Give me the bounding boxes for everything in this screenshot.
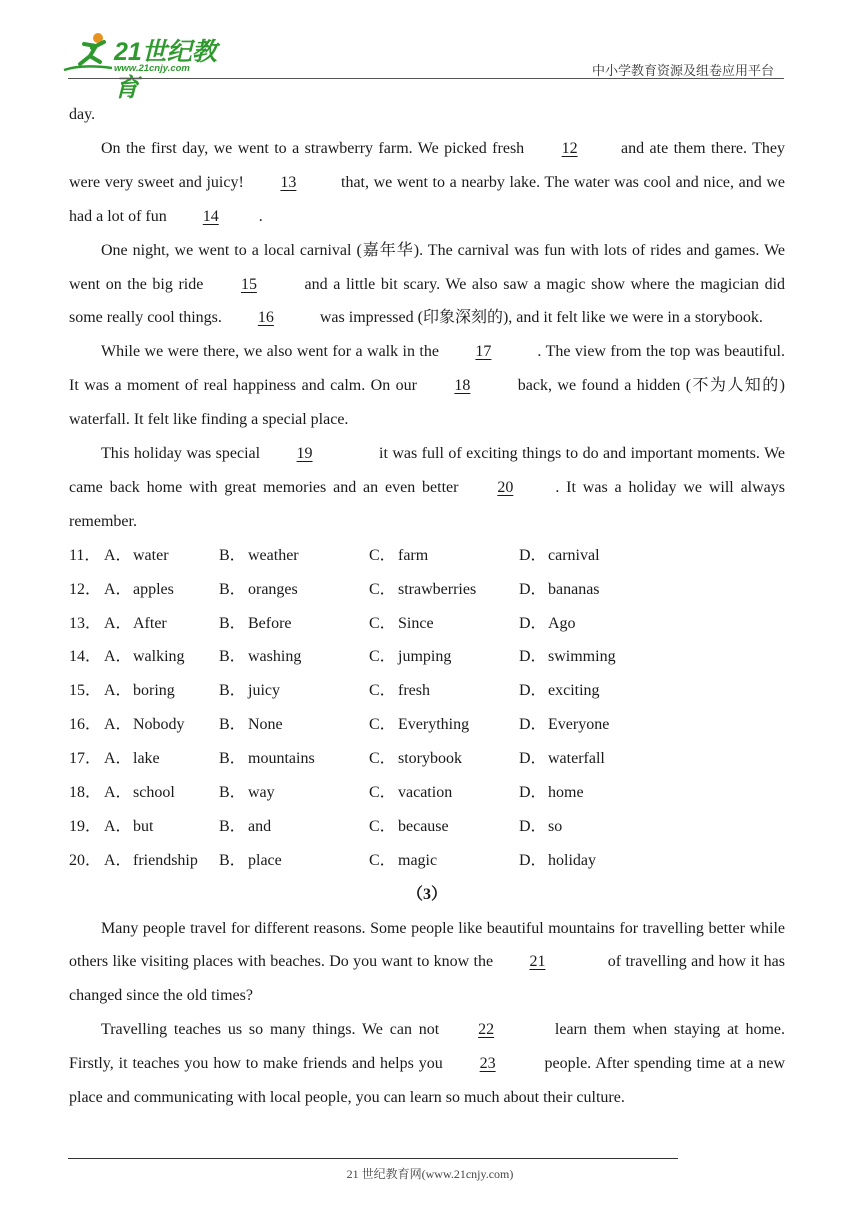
paragraph-text: While we were there, we also went for a walk in the	[101, 343, 444, 361]
option-b	[219, 640, 369, 674]
option-letter: A．	[104, 750, 132, 768]
paragraph-text: learn them when staying at home. Firstly, it teaches you how to make friends and helps you	[69, 1021, 786, 1073]
paragraph-text: . It was a holiday we will always remember.	[69, 478, 785, 530]
question-number: 19．	[69, 817, 102, 835]
option-text: way	[248, 784, 275, 802]
question-row	[69, 776, 785, 810]
passage-section-2	[69, 98, 785, 539]
option-letter: A．	[104, 580, 132, 598]
paragraph-text: Many people travel for different reasons. Some people like beautiful mountains for travelling better while others like visiting places with beaches. Do you want to know the	[69, 919, 785, 971]
option-c	[369, 810, 519, 844]
option-text: fresh	[398, 682, 430, 700]
answer-blank: 21	[529, 953, 546, 971]
option-a	[104, 708, 219, 742]
option-d	[519, 640, 669, 674]
option-text: Nobody	[133, 716, 185, 734]
option-letter: A．	[104, 546, 132, 564]
option-text: lake	[133, 750, 160, 768]
option-c	[369, 708, 519, 742]
option-a	[104, 573, 219, 607]
option-letter: C．	[369, 851, 396, 869]
header-divider	[68, 78, 784, 79]
option-text: so	[548, 817, 563, 835]
option-text: friendship	[133, 851, 198, 869]
option-text: Everything	[398, 716, 470, 734]
option-a	[104, 776, 219, 810]
option-text: oranges	[248, 580, 298, 598]
option-c	[369, 674, 519, 708]
answer-blank: 16	[257, 309, 274, 327]
option-letter: B．	[219, 750, 246, 768]
option-text: but	[133, 817, 154, 835]
option-c	[369, 742, 519, 776]
paragraph-text: and ate them there. They were very sweet and juicy!	[69, 139, 785, 191]
option-text: Before	[248, 614, 292, 632]
platform-name: 中小学教育资源及组卷应用平台	[591, 64, 774, 79]
paragraph	[69, 912, 785, 1014]
option-c	[369, 607, 519, 641]
option-letter: D．	[519, 784, 547, 802]
paragraph	[69, 234, 785, 336]
option-text: school	[133, 784, 175, 802]
option-letter: B．	[219, 614, 246, 632]
answer-blank: 17	[475, 343, 492, 361]
option-letter: D．	[519, 750, 547, 768]
question-number: 16．	[69, 716, 102, 734]
question-number: 20．	[69, 851, 102, 869]
option-a	[104, 607, 219, 641]
option-letter: C．	[369, 580, 396, 598]
paragraph-text: it was full of exciting things to do and important moments. We came back home with great memories and an even better	[69, 445, 785, 496]
option-text: apples	[133, 580, 174, 598]
option-text: weather	[248, 546, 299, 564]
option-letter: A．	[104, 817, 132, 835]
option-letter: C．	[369, 682, 396, 700]
site-logo	[62, 30, 232, 102]
option-letter: A．	[104, 784, 132, 802]
paragraph-text: .	[258, 207, 263, 225]
option-d	[519, 810, 669, 844]
answer-blank: 19	[296, 445, 313, 463]
option-letter: A．	[104, 851, 132, 869]
question-number: 14．	[69, 648, 102, 666]
answer-blank: 22	[478, 1021, 495, 1039]
option-letter: D．	[519, 580, 547, 598]
option-letter: B．	[219, 817, 246, 835]
option-letter: D．	[519, 817, 547, 835]
option-letter: B．	[219, 716, 246, 734]
question-row	[69, 674, 785, 708]
option-a	[104, 742, 219, 776]
paragraph	[69, 437, 785, 539]
option-c	[369, 776, 519, 810]
option-text: magic	[398, 851, 438, 869]
option-text: bananas	[548, 580, 600, 598]
option-text: Ago	[548, 614, 576, 632]
logo-url: www.21cnjy.com	[114, 63, 190, 74]
option-d	[519, 674, 669, 708]
option-text: farm	[398, 546, 429, 564]
option-letter: B．	[219, 648, 246, 666]
option-text: place	[248, 851, 282, 869]
paragraph-text: day.	[69, 106, 96, 123]
paragraph-text: that, we went to a nearby lake. The water was cool and nice, and we had a lot of fun	[69, 173, 785, 225]
option-text: Since	[398, 614, 434, 632]
question-row	[69, 742, 785, 776]
option-letter: B．	[219, 682, 246, 700]
runner-logo-icon	[62, 30, 116, 76]
option-text: juicy	[248, 682, 280, 700]
option-text: None	[248, 716, 283, 734]
option-letter: A．	[104, 614, 132, 632]
option-text: swimming	[548, 648, 616, 666]
answer-blank: 18	[454, 377, 471, 395]
option-b	[219, 742, 369, 776]
option-text: carnival	[548, 546, 600, 564]
answer-blank: 14	[202, 207, 219, 225]
option-d	[519, 539, 669, 573]
paragraph-text: back, we found a hidden (不为人知的) waterfall. It felt like finding a special place.	[69, 377, 785, 429]
option-letter: C．	[369, 648, 396, 666]
question-number: 17．	[69, 750, 102, 768]
option-letter: C．	[369, 546, 396, 564]
option-d	[519, 607, 669, 641]
question-row	[69, 573, 785, 607]
option-letter: D．	[519, 648, 547, 666]
paragraph-text: One night, we went to a local carnival (嘉年华). The carnival was fun with lots of rides and games. We went on the big ride	[69, 241, 785, 293]
option-letter: A．	[104, 716, 132, 734]
option-b	[219, 607, 369, 641]
option-d	[519, 844, 669, 878]
paragraph-text: was impressed (印象深刻的), and it felt like we were in a storybook.	[315, 309, 763, 327]
question-row	[69, 607, 785, 641]
option-text: mountains	[248, 750, 315, 768]
option-text: home	[548, 784, 584, 802]
paragraph-text: people. After spending time at a new place and communicating with local people, you can learn so much about their culture.	[69, 1055, 785, 1107]
option-b	[219, 573, 369, 607]
paragraph-text: This holiday was special	[101, 445, 265, 463]
option-b	[219, 776, 369, 810]
option-b	[219, 539, 369, 573]
option-letter: D．	[519, 682, 547, 700]
question-options	[69, 539, 785, 878]
option-b	[219, 674, 369, 708]
option-letter: C．	[369, 614, 396, 632]
option-text: storybook	[398, 750, 462, 768]
paragraph	[69, 132, 785, 234]
option-d	[519, 573, 669, 607]
document-body	[69, 98, 785, 1115]
page-footer: 21 世纪教育网(www.21cnjy.com)	[346, 1167, 514, 1181]
option-letter: A．	[104, 682, 132, 700]
question-row	[69, 708, 785, 742]
question-number: 11．	[69, 546, 101, 564]
option-letter: C．	[369, 750, 396, 768]
option-b	[219, 708, 369, 742]
option-text: strawberries	[398, 580, 477, 598]
option-text: vacation	[398, 784, 453, 802]
option-a	[104, 640, 219, 674]
paragraph-text: of travelling and how it has changed since the old times?	[69, 953, 786, 1005]
question-number: 13．	[69, 614, 102, 632]
option-letter: C．	[369, 817, 396, 835]
paragraph-text: Travelling teaches us so many things. We can not	[101, 1021, 447, 1039]
option-c	[369, 539, 519, 573]
option-text: water	[133, 546, 169, 564]
option-letter: A．	[104, 648, 132, 666]
option-letter: B．	[219, 546, 246, 564]
option-d	[519, 776, 669, 810]
option-text: waterfall	[548, 750, 605, 768]
answer-blank: 13	[280, 173, 297, 191]
paragraph	[69, 98, 785, 132]
question-row	[69, 810, 785, 844]
option-a	[104, 810, 219, 844]
question-row	[69, 640, 785, 674]
page-header	[0, 0, 860, 102]
answer-blank: 12	[561, 139, 578, 157]
option-c	[369, 573, 519, 607]
question-row	[69, 844, 785, 878]
question-number: 18．	[69, 784, 102, 802]
option-c	[369, 640, 519, 674]
paragraph	[69, 335, 785, 437]
option-letter: D．	[519, 716, 547, 734]
option-letter: D．	[519, 546, 547, 564]
answer-blank: 15	[240, 275, 257, 293]
option-letter: B．	[219, 784, 246, 802]
passage-section-3	[69, 912, 785, 1115]
option-text: washing	[248, 648, 302, 666]
footer-divider	[68, 1158, 678, 1159]
option-text: walking	[133, 648, 185, 666]
option-letter: D．	[519, 614, 547, 632]
paragraph-text: and a little bit scary. We also saw a magic show where the magician did some really cool things.	[69, 275, 786, 327]
option-a	[104, 539, 219, 573]
option-a	[104, 674, 219, 708]
option-text: because	[398, 817, 449, 835]
option-d	[519, 742, 669, 776]
option-text: Everyone	[548, 716, 610, 734]
option-letter: B．	[219, 580, 246, 598]
question-number: 12．	[69, 580, 102, 598]
option-letter: C．	[369, 784, 396, 802]
option-a	[104, 844, 219, 878]
question-row	[69, 539, 785, 573]
option-letter: C．	[369, 716, 396, 734]
answer-blank: 23	[479, 1055, 496, 1073]
option-text: boring	[133, 682, 175, 700]
section-title: （3）	[406, 885, 447, 903]
option-c	[369, 844, 519, 878]
option-d	[519, 708, 669, 742]
option-text: exciting	[548, 682, 600, 700]
option-b	[219, 810, 369, 844]
option-text: holiday	[548, 851, 596, 869]
option-b	[219, 844, 369, 878]
option-text: and	[248, 817, 272, 835]
option-letter: B．	[219, 851, 246, 869]
option-letter: D．	[519, 851, 547, 869]
answer-blank: 20	[497, 478, 514, 496]
question-number: 15．	[69, 682, 102, 700]
paragraph-text: On the first day, we went to a strawberry farm. We picked fresh	[101, 139, 530, 157]
paragraph-text: . The view from the top was beautiful. It was a moment of real happiness and calm. On our	[69, 343, 785, 395]
logo-text: 21世纪教育	[114, 38, 217, 102]
option-text: After	[133, 614, 167, 632]
paragraph	[69, 1013, 785, 1115]
option-text: jumping	[398, 648, 452, 666]
